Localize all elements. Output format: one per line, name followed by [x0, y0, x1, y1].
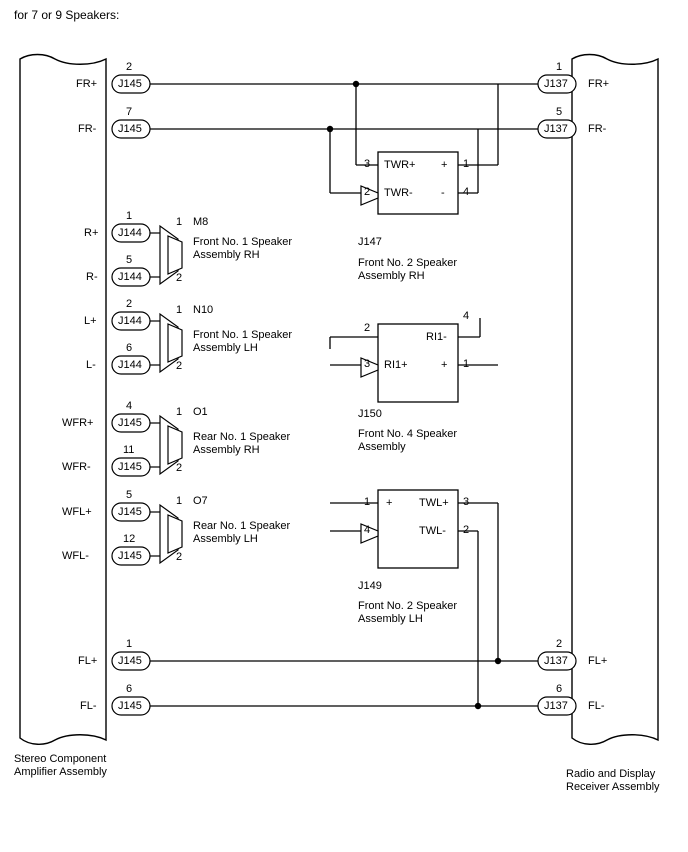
terminal-signal-wfl-minus: WFL-	[62, 550, 89, 562]
ampbox-j150-right-label-2: +	[441, 359, 448, 371]
ampbox-j149-right-pin-1: 3	[463, 496, 470, 508]
terminal-pin-fr-plus-left: 2	[126, 61, 133, 73]
terminal-signal-r-minus: R-	[86, 271, 98, 283]
ampbox-j149-right-label-2: TWL-	[419, 525, 446, 537]
speaker-name-o7-line2: Assembly LH	[193, 533, 258, 545]
connector-j145-wfl-minus: J145	[118, 550, 142, 562]
terminal-signal-wfr-plus: WFR+	[62, 417, 94, 429]
connector-j144-r-minus: J144	[118, 271, 142, 283]
connector-j144-l-plus: J144	[118, 315, 142, 327]
ampbox-j149-name-line2: Assembly LH	[358, 613, 423, 625]
terminal-pin-fl-minus-left: 6	[126, 683, 133, 695]
speaker-code-n10: N10	[193, 304, 214, 316]
speaker-pin-m8-bottom: 2	[176, 272, 183, 284]
connector-j137-fl-minus: J137	[544, 700, 568, 712]
ampbox-j147-left-label-1: TWR+	[384, 159, 416, 171]
speaker-code-m8: M8	[193, 216, 209, 228]
ampbox-j147-right-pin-2: 4	[463, 186, 470, 198]
ampbox-j150-name-line1: Front No. 4 Speaker	[358, 428, 458, 440]
connector-j137-fl-plus: J137	[544, 655, 568, 667]
ampbox-j150-right-label-1: RI1-	[426, 331, 447, 343]
terminal-pin-wfl-minus: 12	[123, 533, 136, 545]
terminal-signal-fr-plus-left: FR+	[76, 78, 98, 90]
ampbox-j150-left-label-2: RI1+	[384, 359, 408, 371]
terminal-signal-fl-plus-left: FL+	[78, 655, 98, 667]
terminal-signal-fl-plus-right: FL+	[588, 655, 608, 667]
speaker-name-n10-line2: Assembly LH	[193, 342, 258, 354]
connector-j137-fr-plus: J137	[544, 78, 568, 90]
ampbox-j150-right-pin-1: 4	[463, 310, 470, 322]
ampbox-j149-right-label-1: TWL+	[419, 497, 449, 509]
speaker-name-o7-line1: Rear No. 1 Speaker	[193, 520, 291, 532]
ampbox-j150-name-line2: Assembly	[358, 441, 406, 453]
terminal-signal-wfr-minus: WFR-	[62, 461, 91, 473]
ampbox-j149-left-pin-2: 4	[364, 524, 371, 536]
ampbox-j147-name-line1: Front No. 2 Speaker	[358, 257, 458, 269]
terminal-signal-fr-minus-left: FR-	[78, 123, 97, 135]
terminal-pin-l-plus: 2	[126, 298, 133, 310]
terminal-pin-fr-plus-right: 1	[556, 61, 563, 73]
terminal-signal-fr-minus-right: FR-	[588, 123, 607, 135]
ampbox-j147-left-pin-2: 2	[364, 186, 371, 198]
terminal-signal-fr-plus-right: FR+	[588, 78, 610, 90]
ampbox-j147-left-label-2: TWR-	[384, 187, 413, 199]
terminal-pin-fr-minus-left: 7	[126, 106, 133, 118]
connector-j145-fl-minus: J145	[118, 700, 142, 712]
ampbox-j147-name-line2: Assembly RH	[358, 270, 425, 282]
ampbox-j147-id: J147	[358, 236, 382, 248]
speaker-pin-n10-top: 1	[176, 304, 183, 316]
terminal-signal-r-plus: R+	[84, 227, 99, 239]
terminal-pin-l-minus: 6	[126, 342, 133, 354]
terminal-pin-wfr-minus: 11	[123, 444, 135, 456]
ampbox-j150-id: J150	[358, 408, 382, 420]
speaker-name-o1-line2: Assembly RH	[193, 444, 260, 456]
speaker-pin-o7-top: 1	[176, 495, 183, 507]
speaker-name-o1-line1: Rear No. 1 Speaker	[193, 431, 291, 443]
ampbox-j149-name-line1: Front No. 2 Speaker	[358, 600, 458, 612]
terminal-pin-fl-minus-right: 6	[556, 683, 563, 695]
terminal-signal-l-minus: L-	[86, 359, 96, 371]
speaker-code-o1: O1	[193, 406, 208, 418]
connector-j145-fl-plus: J145	[118, 655, 142, 667]
speaker-name-m8-line2: Assembly RH	[193, 249, 260, 261]
connector-j144-r-plus: J144	[118, 227, 142, 239]
connector-j145-wfl-plus: J145	[118, 506, 142, 518]
terminal-signal-wfl-plus: WFL+	[62, 506, 92, 518]
terminal-pin-fl-plus-left: 1	[126, 638, 133, 650]
connector-j145-fr-minus: J145	[118, 123, 142, 135]
speaker-name-n10-line1: Front No. 1 Speaker	[193, 329, 293, 341]
ampbox-j150-left-pin-1: 2	[364, 322, 371, 334]
ampbox-j147-right-label-2: -	[441, 187, 445, 199]
ampbox-j147-left-pin-1: 3	[364, 158, 371, 170]
speaker-pin-n10-bottom: 2	[176, 360, 183, 372]
right-block-label-line2: Receiver Assembly	[566, 781, 660, 793]
terminal-pin-r-minus: 5	[126, 254, 133, 266]
speaker-pin-o1-bottom: 2	[176, 462, 183, 474]
terminal-signal-fl-minus-right: FL-	[588, 700, 605, 712]
left-block-label-line1: Stereo Component	[14, 753, 107, 765]
speaker-code-o7: O7	[193, 495, 208, 507]
connector-j145-fr-plus: J145	[118, 78, 142, 90]
terminal-pin-wfl-plus: 5	[126, 489, 133, 501]
ampbox-j149-right-pin-2: 2	[463, 524, 470, 536]
connector-j145-wfr-plus: J145	[118, 417, 142, 429]
speaker-pin-o7-bottom: 2	[176, 551, 183, 563]
speaker-pin-m8-top: 1	[176, 216, 183, 228]
left-block-label-line2: Amplifier Assembly	[14, 766, 107, 778]
terminal-signal-fl-minus-left: FL-	[80, 700, 97, 712]
speaker-pin-o1-top: 1	[176, 406, 183, 418]
ampbox-j147-right-pin-1: 1	[463, 158, 470, 170]
ampbox-j149-id: J149	[358, 580, 382, 592]
terminal-pin-fl-plus-right: 2	[556, 638, 563, 650]
terminal-signal-l-plus: L+	[84, 315, 97, 327]
connector-j145-wfr-minus: J145	[118, 461, 142, 473]
ampbox-j150-right-pin-2: 1	[463, 358, 470, 370]
page-title: for 7 or 9 Speakers:	[14, 8, 120, 22]
connector-j144-l-minus: J144	[118, 359, 142, 371]
ampbox-j149-left-label-1: +	[386, 497, 393, 509]
ampbox-j149-left-pin-1: 1	[364, 496, 371, 508]
terminal-pin-fr-minus-right: 5	[556, 106, 563, 118]
ampbox-j150-left-pin-2: 3	[364, 358, 371, 370]
terminal-pin-r-plus: 1	[126, 210, 133, 222]
connector-j137-fr-minus: J137	[544, 123, 568, 135]
right-block-label-line1: Radio and Display	[566, 768, 656, 780]
terminal-pin-wfr-plus: 4	[126, 400, 133, 412]
speaker-name-m8-line1: Front No. 1 Speaker	[193, 236, 293, 248]
ampbox-j147-right-label-1: +	[441, 159, 448, 171]
